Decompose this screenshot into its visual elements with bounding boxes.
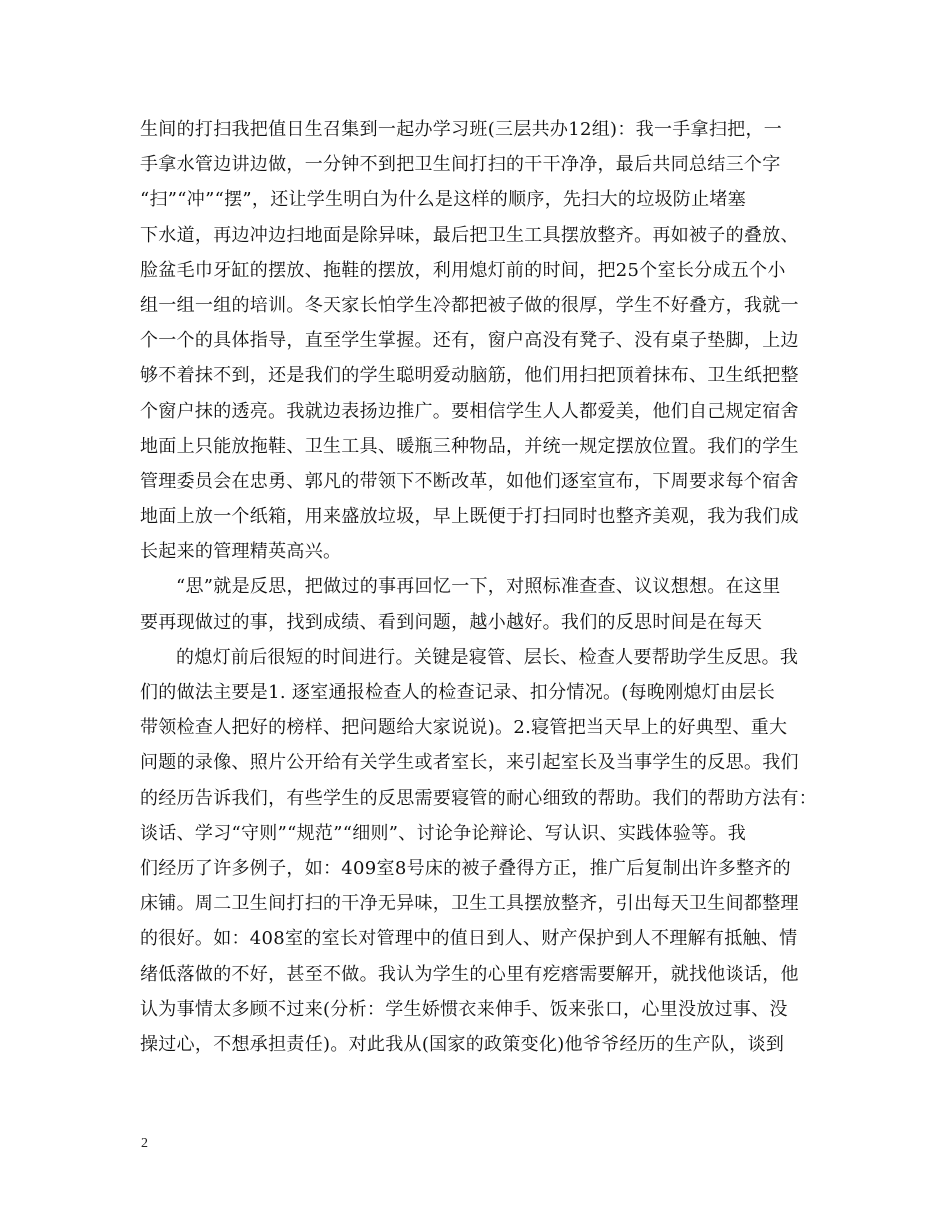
text-line: 们经历了许多例子，如：409室8号床的被子叠得方正，推广后复制出许多整齐的	[140, 857, 791, 879]
text-line: 长起来的管理精英高兴。	[140, 541, 342, 563]
text-line: 谈话、学习“守则”“规范”“细则”、讨论争论辩论、写认识、实践体验等。我	[140, 822, 747, 844]
text-line: 个窗户抹的透亮。我就边表扬边推广。要相信学生人人都爱美，他们自己规定宿舍	[140, 400, 799, 422]
paragraph-start-line: “思”就是反思，把做过的事再回忆一下，对照标准查查、议议想想。在这里	[176, 576, 781, 598]
text-line: 的经历告诉我们，有些学生的反思需要寝管的耐心细致的帮助。我们的帮助方法有：	[140, 787, 818, 809]
body-text	[140, 112, 820, 1062]
text-line: 认为事情太多顾不过来(分析：学生娇惯衣来伸手、饭来张口，心里没放过事、没	[140, 998, 788, 1020]
text-line: 床铺。周二卫生间打扫的干净无异味，卫生工具摆放整齐，引出每天卫生间都整理	[140, 893, 799, 915]
text-line: “扫”“冲”“摆”，还让学生明白为什么是这样的顺序，先扫大的垃圾防止堵塞	[140, 189, 747, 211]
text-line: 管理委员会在忠勇、郭凡的带领下不断改革，如他们逐室宣布，下周要求每个宿舍	[140, 470, 799, 492]
text-line: 绪低落做的不好，甚至不做。我认为学生的心里有疙瘩需要解开，就找他谈话，他	[140, 963, 799, 985]
text-line: 手拿水管边讲边做，一分钟不到把卫生间打扫的干干净净，最后共同总结三个字	[140, 154, 781, 176]
text-line: 组一组一组的培训。冬天家长怕学生冷都把被子做的很厚，学生不好叠方，我就一	[140, 294, 799, 316]
text-line: 地面上放一个纸箱，用来盛放垃圾，早上既便于打扫同时也整齐美观，我为我们成	[140, 506, 799, 528]
text-line: 脸盆毛巾牙缸的摆放、拖鞋的摆放，利用熄灯前的时间，把25个室长分成五个小	[140, 259, 786, 281]
text-line: 的熄灯前后很短的时间进行。关键是寝管、层长、检查人要帮助学生反思。我	[176, 646, 799, 668]
text-line: 地面上只能放拖鞋、卫生工具、暖瓶三种物品，并统一规定摆放位置。我们的学生	[140, 435, 799, 457]
page-number: 2	[141, 1136, 148, 1151]
text-line: 个一个的具体指导，直至学生掌握。还有，窗户高没有凳子、没有桌子垫脚，上边	[140, 330, 799, 352]
text-line: 生间的打扫我把值日生召集到一起办学习班(三层共办12组)：我一手拿扫把，一	[140, 119, 783, 140]
text-line: 问题的录像、照片公开给有关学生或者室长，来引起室长及当事学生的反思。我们	[140, 752, 799, 774]
text-line: 操过心，不想承担责任)。对此我从(国家的政策变化)他爷爷经历的生产队，谈到	[140, 1033, 785, 1055]
text-line: 的很好。如：408室的室长对管理中的值日到人、财产保护到人不理解有抵触、情	[140, 928, 798, 950]
text-line: 们的做法主要是1. 逐室通报检查人的检查记录、扣分情况。(每晚刚熄灯由层长	[140, 682, 776, 703]
text-line: 要再现做过的事，找到成绩、看到问题，越小越好。我们的反思时间是在每天	[140, 611, 763, 633]
text-line: 下水道，再边冲边扫地面是除异味，最后把卫生工具摆放整齐。再如被子的叠放、	[140, 224, 799, 246]
text-line: 够不着抹不到，还是我们的学生聪明爱动脑筋，他们用扫把顶着抹布、卫生纸把整	[140, 365, 799, 387]
text-line: 带领检查人把好的榜样、把问题给大家说说)。2.寝管把当天早上的好典型、重大	[140, 717, 788, 739]
